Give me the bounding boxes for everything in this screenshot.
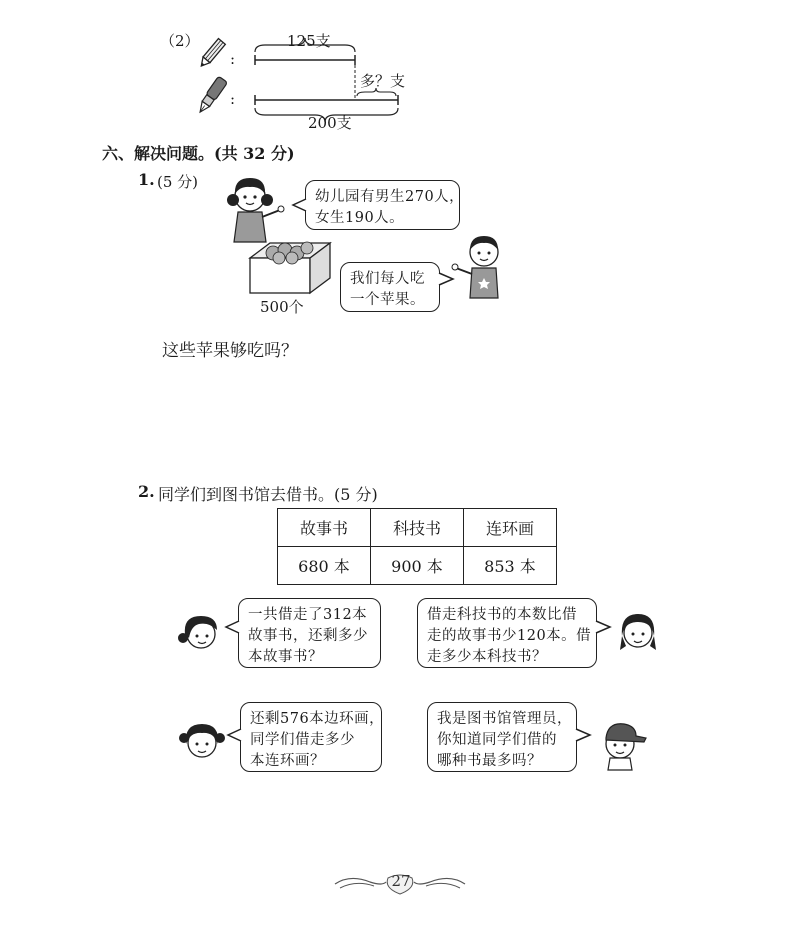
girl-pointing-illustration xyxy=(220,172,290,247)
bubble-line: 故事书，还剩多少 xyxy=(248,628,368,644)
speech-bubble-3 xyxy=(240,702,385,772)
girl-face-illustration xyxy=(176,716,226,768)
pen-colon: : xyxy=(230,90,236,108)
girl-speech-bubble xyxy=(305,180,465,230)
bubble-line: 一共借走了312本 xyxy=(248,607,368,623)
section-heading: 六、解决问题。(共 32 分) xyxy=(102,144,295,163)
boy-with-cap-illustration xyxy=(596,712,650,772)
bubble-line: 借走科技书的本数比借 xyxy=(427,607,577,623)
pencil-icon xyxy=(196,36,228,72)
table-cell: 680 本 xyxy=(278,547,371,585)
bubble-line: 同学们借走多少 xyxy=(250,732,355,748)
bubble-line: 本故事书？ xyxy=(248,649,323,665)
q2-title: 同学们到图书馆去借书。(5 分) xyxy=(158,485,378,504)
top-length-label: 125支 xyxy=(287,32,331,50)
table-header-cell: 连环画 xyxy=(464,509,557,547)
page-number: 27 xyxy=(391,872,411,890)
apple-box-illustration xyxy=(245,238,335,296)
bubble-tail xyxy=(595,620,611,634)
boy-illustration xyxy=(450,232,510,304)
speech-bubble-1 xyxy=(238,598,381,668)
box-label: 500个 xyxy=(260,298,304,316)
bubble-line: 还剩576本边环画， xyxy=(250,711,385,727)
bubble-line: 女生190人。 xyxy=(315,210,405,226)
bubble-line: 哪种书最多吗？ xyxy=(437,753,542,769)
bubble-line: 一个苹果。 xyxy=(350,292,425,308)
bubble-line: 幼儿园有男生270人， xyxy=(315,189,465,205)
table-header-row xyxy=(278,509,557,547)
q2-number: 2. xyxy=(138,482,155,501)
girl-face-illustration xyxy=(614,606,664,658)
table-row xyxy=(278,547,557,585)
q1-number: 1. xyxy=(138,170,155,189)
speech-bubble-2 xyxy=(417,598,597,668)
difference-label: 多？支 xyxy=(360,72,406,90)
bubble-line: 我们每人吃 xyxy=(350,271,425,287)
bubble-line: 你知道同学们借的 xyxy=(437,732,557,748)
speech-bubble-4 xyxy=(427,702,577,772)
table-cell: 853 本 xyxy=(464,547,557,585)
sub-question-label: （2） xyxy=(160,32,200,50)
bottom-length-label: 200支 xyxy=(308,114,352,132)
bubble-tail xyxy=(227,728,243,742)
bubble-line: 走的故事书少120本。借 xyxy=(427,628,592,644)
bubble-line: 本连环画？ xyxy=(250,753,325,769)
q1-question: 这些苹果够吃吗？ xyxy=(162,341,298,361)
pencil-colon: : xyxy=(230,50,236,68)
fountain-pen-icon xyxy=(196,74,228,118)
boy-speech-bubble xyxy=(340,262,440,312)
table-header-cell: 科技书 xyxy=(371,509,464,547)
table-cell: 900 本 xyxy=(371,547,464,585)
bubble-tail xyxy=(225,620,241,634)
bubble-line: 走多少本科技书？ xyxy=(427,649,547,665)
book-table xyxy=(277,508,557,585)
bubble-tail xyxy=(575,728,591,742)
table-header-cell: 故事书 xyxy=(278,509,371,547)
bubble-tail xyxy=(292,198,308,212)
q1-score: (5 分) xyxy=(157,173,199,191)
bubble-line: 我是图书馆管理员， xyxy=(437,711,572,727)
girl-face-illustration xyxy=(175,608,223,658)
